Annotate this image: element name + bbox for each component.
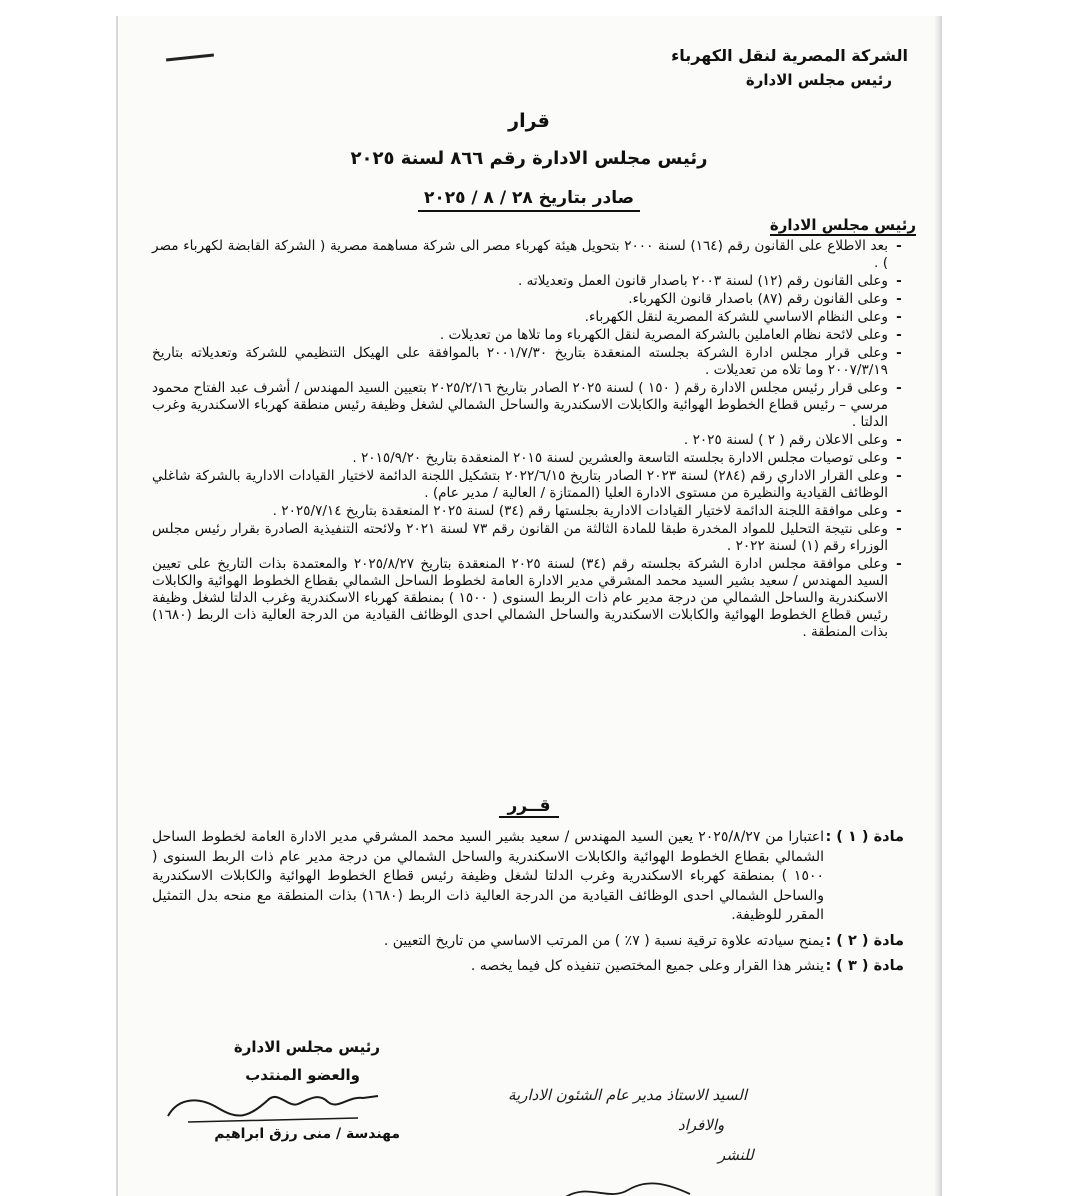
whereas-text: وعلى موافقة مجلس ادارة الشركة بجلسته رقم (٣٤) لسنة ٢٠٢٥ المنعقدة بتاريخ ٢٠٢٥/٨/٢٧ والمعتمدة بذات التاريخ على تعيين السيد المهندس / سعيد بشير السيد محمد المشرقي مدير الادارة العامة لخطوط الساحل الشمالي بقطاع الخطوط الهوائية والكابلات الاسكندرية والساحل الشمالي من درجة مدير عام ذات الربط السنوى ( ١٥٠٠ ) بمنطقة كهرباء الاسكندرية وغرب الدلتا لشغل وظيفة رئيس قطاع الخطوط الهوائية والكابلات الاسكندرية والساحل الشمالي احدى الوظائف القيادية من الدرجة العالية ذات الربط (١٦٨٠) بذات المنطقة . <box>152 556 888 640</box>
article-text: ينشر هذا القرار وعلى جميع المختصين تنفيذه كل فيما يخصه . <box>470 958 824 974</box>
bullet-dash: - <box>896 345 902 361</box>
bullet-dash: - <box>896 309 902 325</box>
bullet-dash: - <box>896 503 902 519</box>
whereas-text: وعلى النظام الاساسي للشركة المصرية لنقل الكهرباء. <box>584 309 888 325</box>
article-label: مادة ( ٣ ) : <box>825 958 904 974</box>
decision-title: رئيس مجلس الادارة رقم ٨٦٦ لسنة ٢٠٢٥ <box>350 148 708 169</box>
handwritten-initials <box>558 1176 698 1196</box>
whereas-text: وعلى الاعلان رقم ( ٢ ) لسنة ٢٠٢٥ . <box>683 432 888 448</box>
decides-text: قــرر <box>499 796 558 818</box>
bullet-dash: - <box>896 273 902 289</box>
decides-heading <box>118 796 940 816</box>
article-2 <box>152 932 904 952</box>
bullet-dash: - <box>896 291 902 307</box>
signatory-name: مهندسة / منى رزق ابراهيم <box>214 1126 400 1142</box>
handwritten-note-line: السيد الاستاذ مدير عام الشئون الادارية <box>508 1086 748 1104</box>
issuing-office: رئيس مجلس الادارة <box>745 71 892 89</box>
decision-date-text: صادر بتاريخ ٢٨ / ٨ / ٢٠٢٥ <box>418 188 640 212</box>
article-label: مادة ( ١ ) : <box>825 829 904 845</box>
whereas-text: وعلى القانون رقم (١٢) لسنة ٢٠٠٣ باصدار قانون العمل وتعديلاته . <box>518 273 888 289</box>
whereas-item <box>152 327 904 344</box>
whereas-list <box>152 238 904 642</box>
article-1 <box>152 828 904 926</box>
whereas-item <box>152 468 904 502</box>
handwritten-note-line: والافراد <box>678 1116 725 1134</box>
decision-date <box>118 188 940 208</box>
whereas-text: وعلى لائحة نظام العاملين بالشركة المصرية لنقل الكهرباء وما تلاها من تعديلات . <box>439 327 888 343</box>
whereas-text: وعلى توصيات مجلس الادارة بجلسته التاسعة والعشرين لسنة ٢٠١٥ المنعقدة بتاريخ ٢٠١٥/٩/٢٠ . <box>352 450 888 466</box>
whereas-item <box>152 238 904 272</box>
whereas-text: وعلى نتيجة التحليل للمواد المخدرة طبقا للمادة الثالثة من القانون رقم ٧٣ لسنة ٢٠٢١ ولائحته التنفيذية الصادرة بقرار رئيس مجلس الوزراء رقم (١) لسنة ٢٠٢٢ . <box>152 521 888 554</box>
whereas-item <box>152 345 904 379</box>
bullet-dash: - <box>896 432 902 448</box>
article-label: مادة ( ٢ ) : <box>825 932 904 949</box>
bullet-dash: - <box>896 327 902 343</box>
article-3 <box>152 957 904 977</box>
whereas-text: وعلى قرار مجلس ادارة الشركة بجلسته المنعقدة بتاريخ ٢٠٠١/٧/٣٠ بالموافقة على الهيكل التنظيمي للشركة وتعديلاته بتاريخ ٢٠٠٧/٣/١٩ وما تلاه من تعديلات . <box>152 345 889 378</box>
bullet-dash: - <box>896 556 902 572</box>
bullet-dash: - <box>896 521 902 537</box>
whereas-item <box>152 273 904 290</box>
decision-word: قرار <box>508 110 550 132</box>
handwritten-signature <box>158 1078 388 1128</box>
bullet-dash: - <box>896 380 902 396</box>
whereas-item <box>152 291 904 308</box>
whereas-item <box>152 556 904 641</box>
document-page <box>118 16 940 1196</box>
whereas-item <box>152 432 904 449</box>
bullet-dash: - <box>896 238 902 254</box>
whereas-text: وعلى قرار رئيس مجلس الادارة رقم ( ١٥٠ ) لسنة ٢٠٢٥ الصادر بتاريخ ٢٠٢٥/٢/١٦ بتعيين السيد المهندس / أشرف عبد الفتاح محمود مرسي – رئيس قطاع الخطوط الهوائية والكابلات الاسكندرية والساحل الشمالي لشغل وظيفة رئيس منطقة كهرباء الاسكندرية وغرب الدلتا . <box>152 380 888 430</box>
whereas-item <box>152 450 904 467</box>
signatory-title-2: والعضو المنتدب <box>245 1066 360 1084</box>
whereas-item <box>152 380 904 431</box>
articles-list <box>152 828 904 983</box>
company-name: الشركة المصرية لنقل الكهرباء <box>671 46 908 65</box>
whereas-text: بعد الاطلاع على القانون رقم (١٦٤) لسنة ٢٠٠٠ بتحويل هيئة كهرباء مصر الى شركة مساهمة مصرية ( الشركة القابضة لكهرباء مصر ) . <box>152 238 888 271</box>
bullet-dash: - <box>896 450 902 466</box>
whereas-item <box>152 309 904 326</box>
signatory-title: رئيس مجلس الادارة <box>233 1038 380 1056</box>
article-text: اعتبارا من ٢٠٢٥/٨/٢٧ يعين السيد المهندس / سعيد بشير السيد محمد المشرقي مدير الادارة العامة لخطوط الساحل الشمالي بقطاع الخطوط الهوائية والكابلات الاسكندرية والساحل الشمالي من درجة مدير عام ذات الربط السنوى ( ١٥٠٠ ) بمنطقة كهرباء الاسكندرية وغرب الدلتا لشغل وظيفة رئيس قطاع الخطوط الهوائية والكابلات الاسكندرية والساحل الشمالي احدى الوظائف القيادية من الدرجة العالية ذات الربط (١٦٨٠) بذات المنطقة مع منحه بدل التمثيل المقرر للوظيفة. <box>152 829 824 923</box>
whereas-text: وعلى القانون رقم (٨٧) باصدار قانون الكهرباء. <box>628 291 888 307</box>
whereas-item <box>152 521 904 555</box>
whereas-text: وعلى موافقة اللجنة الدائمة لاختيار القيادات الادارية بجلستها رقم (٣٤) لسنة ٢٠٢٥ المنعقدة بتاريخ ٢٠٢٥/٧/١٤ . <box>272 503 888 519</box>
whereas-item <box>152 503 904 520</box>
handwritten-note-line: للنشر <box>718 1146 754 1164</box>
board-label: رئيس مجلس الادارة <box>769 216 916 234</box>
whereas-text: وعلى القرار الاداري رقم (٢٨٤) لسنة ٢٠٢٣ الصادر بتاريخ ٢٠٢٢/٦/١٥ بتشكيل اللجنة الدائمة لاختيار القيادات الادارية بالشركة شاغلي الوظائف القيادية والنظيرة من مستوى الادارة العليا (الممتازة / العالية / مدير عام) . <box>152 468 889 501</box>
pen-mark <box>166 53 214 61</box>
article-text: يمنح سيادته علاوة ترقية نسبة ( ٧٪ ) من المرتب الاساسي من تاريخ التعيين . <box>383 932 824 949</box>
bullet-dash: - <box>896 468 902 484</box>
